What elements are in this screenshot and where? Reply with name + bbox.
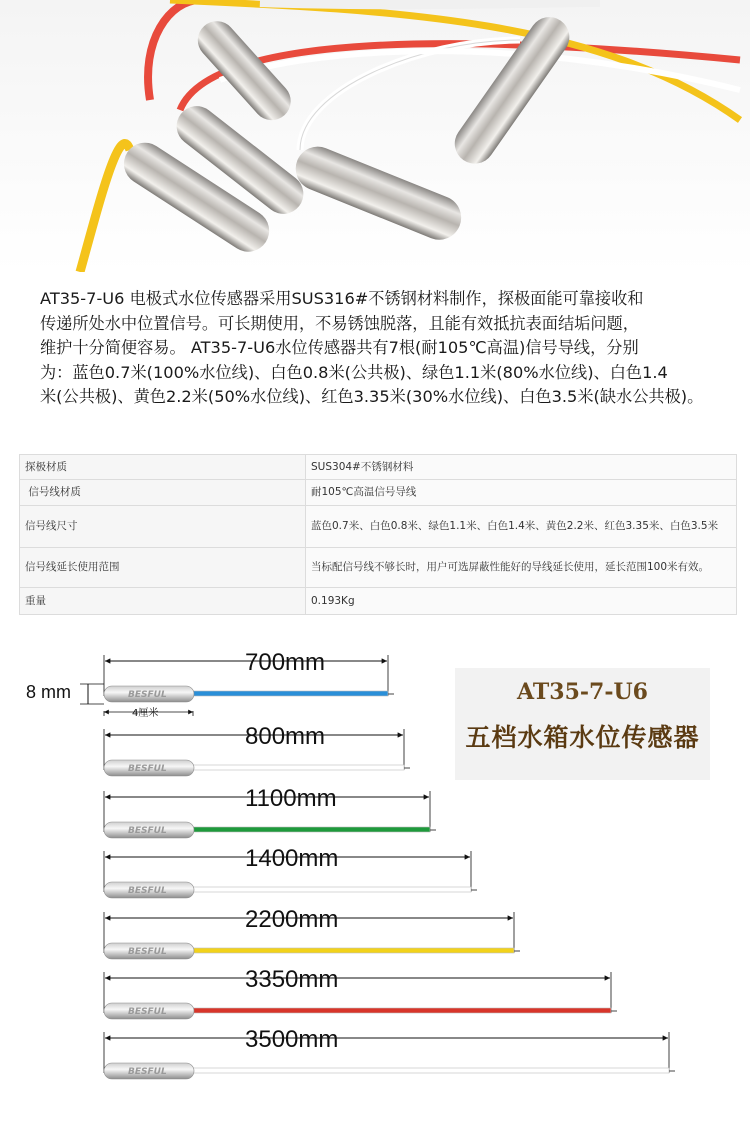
spec-value: 0.193Kg [306, 588, 737, 615]
description-line: 维护十分简便容易。 AT35-7-U6水位传感器共有7根(耐105℃高温)信号导线，分别 [40, 338, 639, 358]
spec-key: 信号线尺寸 [20, 506, 306, 548]
table-row [20, 480, 737, 506]
description-line: 传递所处水中位置信号。可长期使用，不易锈蚀脱落，且能有效抵抗表面结垢问题， [40, 313, 639, 333]
probe-brand-label: BESFUL [128, 826, 167, 836]
signal-wire [190, 691, 388, 696]
signal-wire [190, 765, 404, 770]
probe-photo-illustration [0, 0, 750, 272]
spec-value: SUS304#不锈钢材料 [306, 455, 737, 480]
spec-value: 蓝色0.7米、白色0.8米、绿色1.1米、白色1.4米、黄色2.2米、红色3.35米、白色3.5米 [306, 506, 737, 548]
wire-length-label: 3500mm [245, 1026, 339, 1053]
wire-length-label: 1100mm [245, 785, 337, 812]
product-photo [0, 0, 750, 272]
signal-wire [190, 827, 430, 832]
probe-length-label: 4厘米 [132, 708, 159, 719]
spec-key: 信号线材质 [20, 480, 306, 506]
product-description [40, 287, 740, 410]
probe-brand-label: BESFUL [128, 886, 167, 896]
table-row [20, 506, 737, 548]
wire-length-label: 2200mm [245, 906, 339, 933]
signal-wire [190, 887, 471, 892]
table-row [20, 588, 737, 615]
description-line: 为：蓝色0.7米(100%水位线)、白色0.8米(公共极)、绿色1.1米(80%水位线)、白色1.4 [40, 362, 668, 382]
description-line: 米(公共极)、黄色2.2米(50%水位线)、红色3.35米(30%水位线)、白色3.5米(缺水公共极)。 [40, 387, 704, 407]
product-name: 五档水箱水位传感器 [465, 723, 700, 752]
probe-brand-label: BESFUL [128, 1007, 167, 1017]
table-row [20, 548, 737, 588]
wire-length-label: 3350mm [245, 966, 339, 993]
signal-wire [190, 948, 514, 953]
probe-brand-label: BESFUL [128, 1067, 167, 1077]
spec-key: 探极材质 [20, 455, 306, 480]
probe-brand-label: BESFUL [128, 690, 167, 700]
probe-brand-label: BESFUL [128, 947, 167, 957]
table-row [20, 455, 737, 480]
wire-length-label: 800mm [245, 723, 326, 750]
spec-table [19, 454, 737, 615]
probe-diameter-label: 8 mm [26, 682, 71, 702]
spec-value: 耐105℃高温信号导线 [306, 480, 737, 506]
spec-key: 重量 [20, 588, 306, 615]
description-line: AT35-7-U6 电极式水位传感器采用SUS316#不锈钢材料制作，探极面能可靠接收和 [40, 289, 644, 308]
signal-wire [190, 1008, 611, 1013]
spec-value: 当标配信号线不够长时，用户可选屏蔽性能好的导线延长使用，延长范围100米有效。 [306, 548, 737, 588]
signal-wire [190, 1068, 669, 1073]
wire-length-diagram [0, 640, 750, 1100]
wire-length-label: 700mm [245, 649, 326, 676]
product-model: AT35-7-U6 [517, 679, 648, 705]
wire-length-label: 1400mm [245, 845, 339, 872]
probe-brand-label: BESFUL [128, 764, 167, 774]
spec-key: 信号线延长使用范围 [20, 548, 306, 588]
